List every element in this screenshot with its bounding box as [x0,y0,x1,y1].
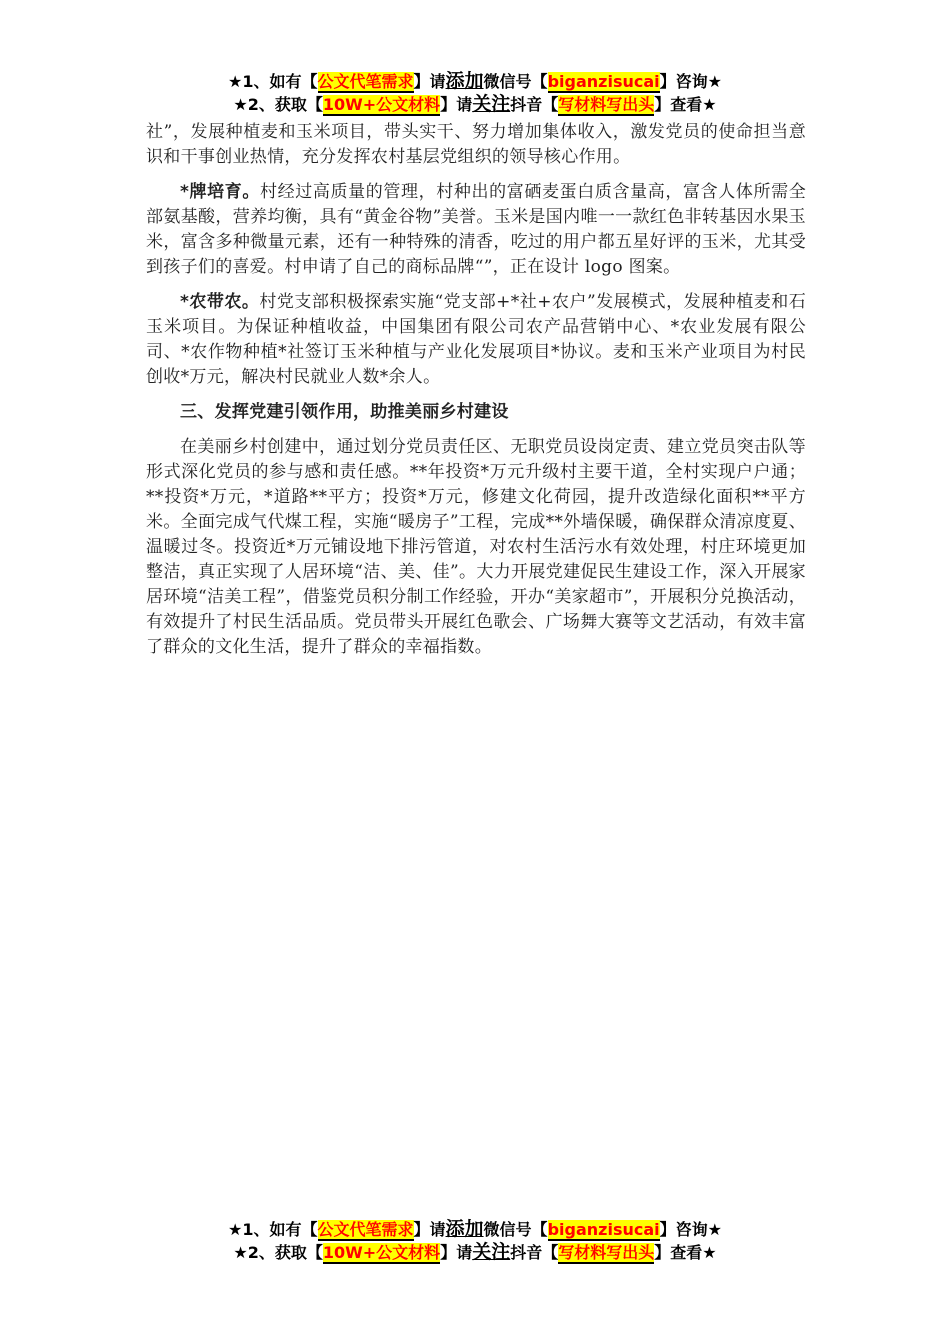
banner-emphasis: 关注 [472,1241,511,1263]
banner-text: 抖音【 [510,1243,559,1262]
banner-highlight: 公文代笔需求 [317,72,414,91]
banner-line-2 [0,1241,950,1264]
banner-text: 】请 [413,72,446,91]
paragraph-body: 村党支部积极探索实施“党支部+*社+农户”发展模式，发展种植麦和石玉米项目。为保证种植收益，中国集团有限公司农产品营销中心、*农业发展有限公司、*农作物种植*社签订玉米种植与产业化发展项目*协议。麦和玉米产业项目为村民创收*万元，解决村民就业人数*余人。 [146,292,807,387]
banner-text: 】查看★ [654,1243,717,1262]
banner-text: 】查看★ [654,95,717,114]
banner-highlight: 写材料写出头 [558,95,655,114]
document-body [146,120,806,670]
banner-text: 微信号【 [483,72,548,91]
paragraph-title: *牌培育。 [180,182,261,202]
banner-text: 微信号【 [483,1220,548,1239]
banner-emphasis: 关注 [472,93,511,115]
banner-emphasis: 添加 [445,1218,484,1240]
banner-emphasis: 添加 [445,70,484,92]
banner-highlight: biganzisucai [547,1220,660,1239]
banner-highlight: 10W+公文材料 [322,1243,441,1262]
banner-text: ★1、如有【 [228,1220,318,1239]
banner-text: 】请 [413,1220,446,1239]
footer-banner [0,1218,950,1264]
paragraph-title: *农带农。 [180,292,260,312]
header-banner [0,70,950,116]
banner-text: ★1、如有【 [228,72,318,91]
banner-text: ★2、获取【 [233,95,323,114]
banner-highlight: 公文代笔需求 [317,1220,414,1239]
banner-text: 】咨询★ [659,72,722,91]
paragraph [146,180,806,280]
banner-highlight: 写材料写出头 [558,1243,655,1262]
paragraph: 社”，发展种植麦和玉米项目，带头实干、努力增加集体收入，激发党员的使命担当意识和干事创业热情，充分发挥农村基层党组织的领导核心作用。 [146,122,806,167]
banner-text: 】咨询★ [659,1220,722,1239]
paragraph [146,290,806,390]
banner-text: 】请 [440,95,473,114]
banner-line-1 [0,70,950,93]
banner-text: 抖音【 [510,95,559,114]
section-heading: 三、发挥党建引领作用，助推美丽乡村建设 [180,402,509,422]
banner-line-1 [0,1218,950,1241]
banner-text: 】请 [440,1243,473,1262]
banner-line-2 [0,93,950,116]
banner-highlight: biganzisucai [547,72,660,91]
banner-highlight: 10W+公文材料 [322,95,441,114]
paragraph-body: 村经过高质量的管理，村种出的富硒麦蛋白质含量高，富含人体所需全部氨基酸，营养均衡，具有“黄金谷物”美誉。玉米是国内唯一一款红色非转基因水果玉米，富含多种微量元素，还有一种特殊的清香，吃过的用户都五星好评的玉米，尤其受到孩子们的喜爱。村申请了自己的商标品牌“”，正在设计 logo 图案。 [146,182,806,277]
paragraph: 在美丽乡村创建中，通过划分党员责任区、无职党员设岗定责、建立党员突击队等形式深化党员的参与感和责任感。**年投资*万元升级村主要干道，全村实现户户通；**投资*万元，*道路**平方；投资*万元，修建文化荷园，提升改造绿化面积**平方米。全面完成气代煤工程，实施“暖房子”工程，完成**外墙保暖，确保群众清凉度夏、温暖过冬。投资近*万元铺设地下排污管道，对农村生活污水有效处理，村庄环境更加整洁，真正实现了人居环境“洁、美、佳”。大力开展党建促民生建设工作，深入开展家居环境“洁美工程”，借鉴党员积分制工作经验，开办“美家超市”，开展积分兑换活动，有效提升了村民生活品质。党员带头开展红色歌会、广场舞大赛等文艺活动，有效丰富了群众的文化生活，提升了群众的幸福指数。 [146,437,806,657]
banner-text: ★2、获取【 [233,1243,323,1262]
